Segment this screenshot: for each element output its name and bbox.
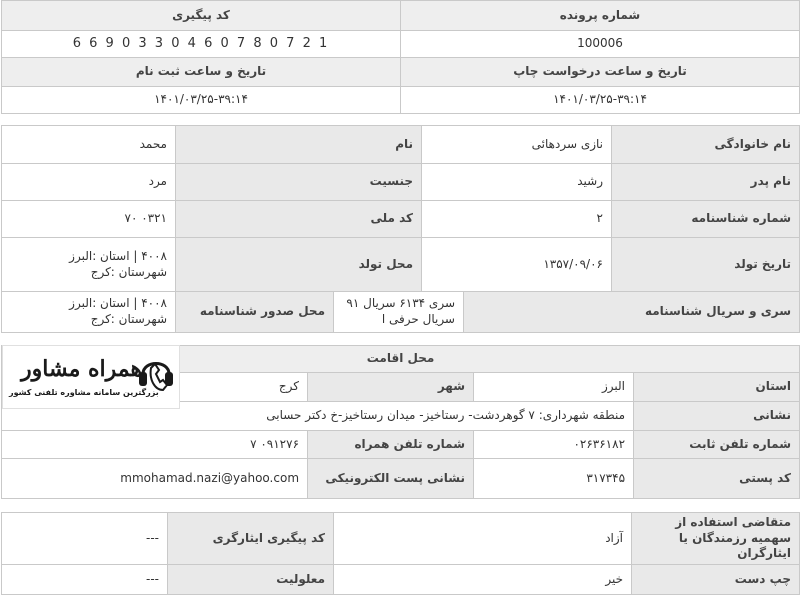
watermark-logo [2, 345, 180, 409]
address-value: منطقه شهرداری: ۷ گوهردشت- رستاخیز- میدان رستاخیز-خ دکتر حسابی [2, 402, 634, 431]
id-number-label: شماره شناسنامه [612, 201, 800, 238]
serial-line1: سری ۶۱۳۴ سریال ۹۱ [346, 296, 455, 311]
issue-place-line1: ۴۰۰۸ | استان :البرز [69, 296, 167, 311]
issue-place-line2: شهرستان :کرج [90, 312, 167, 326]
city-value: کرج [2, 373, 308, 402]
father-name-value: رشید [422, 164, 612, 201]
veteran-code-label: کد پیگیری ایثارگری [168, 513, 334, 565]
disability-value: --- [2, 565, 168, 595]
personal-info-table [1, 125, 800, 333]
birth-place-line2: شهرستان :کرج [90, 264, 167, 279]
veteran-code-value: --- [2, 513, 168, 565]
birth-date-label: تاریخ تولد [612, 238, 800, 292]
first-name-value: محمد [2, 126, 176, 164]
phone-label: شماره تلفن ثابت [634, 431, 800, 459]
gender-value: مرد [2, 164, 176, 201]
print-datetime-label: تاریخ و ساعت درخواست چاپ [401, 58, 800, 87]
file-info-table [1, 0, 800, 114]
watermark-title: همراه مشاور [21, 356, 143, 382]
disability-label: معلولیت [168, 565, 334, 595]
issue-place-label: محل صدور شناسنامه [176, 292, 334, 333]
file-number-label: شماره پرونده [401, 1, 800, 31]
residence-section-title: محل اقامت [2, 346, 800, 373]
serial-line2: سریال حرفی ا [381, 312, 455, 326]
province-label: استان [634, 373, 800, 402]
national-code-value: ۰۳۲۱ ۷۰ [2, 201, 176, 238]
birth-place-line1: ۴۰۰۸ | استان :البرز [69, 248, 167, 263]
tracking-code-value: 1 2 7 0 8 7 0 6 4 0 3 3 0 9 6 6 [2, 31, 401, 58]
quota-table [1, 512, 800, 595]
father-name-label: نام پدر [612, 164, 800, 201]
first-name-label: نام [176, 126, 422, 164]
tracking-code-label: کد پیگیری [2, 1, 401, 31]
postal-code-label: کد پستی [634, 459, 800, 499]
register-datetime-label: تاریخ و ساعت ثبت نام [2, 58, 401, 87]
email-label: نشانی پست الکترونیکی [308, 459, 474, 499]
national-code-label: کد ملی [176, 201, 422, 238]
city-label: شهر [308, 373, 474, 402]
veteran-quota-value: آزاد [334, 513, 632, 565]
email-value: mmohamad.nazi@yahoo.com [2, 459, 308, 499]
phone-value: ۰۲۶۳۶۱۸۲ [474, 431, 634, 459]
watermark-subtitle: بزرگترین سامانه مشاوره تلفنی کشور [9, 388, 159, 397]
postal-code-value: ۳۱۷۳۴۵ [474, 459, 634, 499]
serial-label: سری و سریال شناسنامه [464, 292, 800, 333]
serial-value [334, 292, 464, 333]
birth-place-label: محل تولد [176, 238, 422, 292]
birth-place-value [2, 238, 176, 292]
last-name-value: نازی سردهائی [422, 126, 612, 164]
mobile-label: شماره تلفن همراه [308, 431, 474, 459]
veteran-quota-label: متقاضی استفاده از سهمیه رزمندگان یا ایثارگران [632, 513, 800, 565]
province-value: البرز [474, 373, 634, 402]
left-handed-value: خیر [334, 565, 632, 595]
register-datetime-value: ۱۴۰۱/۰۳/۲۵-۳۹:۱۴ [2, 87, 401, 114]
last-name-label: نام خانوادگی [612, 126, 800, 164]
print-datetime-value: ۱۴۰۱/۰۳/۲۵-۳۹:۱۴ [401, 87, 800, 114]
left-handed-label: چپ دست [632, 565, 800, 595]
id-number-value: ۲ [422, 201, 612, 238]
address-label: نشانی [634, 402, 800, 431]
gender-label: جنسیت [176, 164, 422, 201]
birth-date-value: ۱۳۵۷/۰۹/۰۶ [422, 238, 612, 292]
mobile-value: ۰۹۱۲۷۶ ۷ [2, 431, 308, 459]
issue-place-value [2, 292, 176, 333]
file-number-value: 100006 [401, 31, 800, 58]
